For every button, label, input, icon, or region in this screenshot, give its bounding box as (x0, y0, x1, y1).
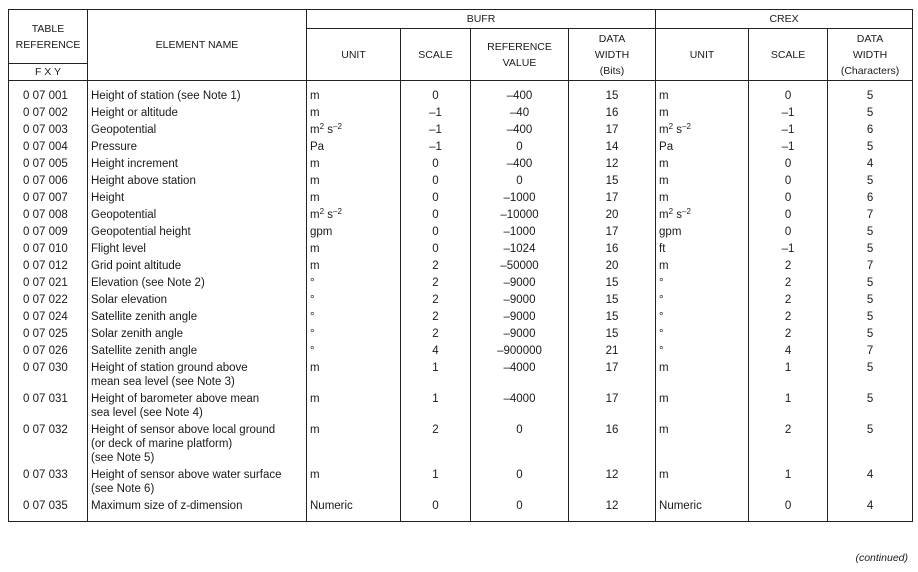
crex-unit-cell: m (656, 174, 749, 191)
reference-value-cell: –4000 (471, 392, 569, 423)
crex-unit-cell: m (656, 468, 749, 499)
crex-scale-cell: 1 (749, 361, 828, 392)
data-width-chars-cell: 5 (828, 81, 913, 107)
crex-unit-cell: m (656, 259, 749, 276)
table-reference-cell: 0 07 033 (9, 468, 88, 499)
table-row (9, 423, 913, 468)
element-name-cell (88, 174, 307, 191)
element-name-cell (88, 327, 307, 344)
data-width-bits-cell: 15 (569, 174, 656, 191)
bufr-scale-cell: 0 (401, 242, 471, 259)
bufr-unit-cell: ° (307, 327, 401, 344)
bufr-unit-cell: m (307, 81, 401, 107)
table-row (9, 242, 913, 259)
crex-scale-cell: 0 (749, 225, 828, 242)
table-row (9, 392, 913, 423)
crex-unit-cell: m (656, 191, 749, 208)
element-name-cell (88, 310, 307, 327)
table-reference-cell: 0 07 032 (9, 423, 88, 468)
element-name-cell (88, 225, 307, 242)
bufr-scale-cell: 1 (401, 468, 471, 499)
data-width-chars-cell: 7 (828, 344, 913, 361)
element-name-line: Grid point altitude (91, 260, 182, 272)
reference-value-line1: REFERENCE (487, 40, 552, 53)
data-width-chars-line2: WIDTH (852, 48, 888, 61)
table-row (9, 123, 913, 140)
table-reference-cell: 0 07 006 (9, 174, 88, 191)
crex-unit-cell: Pa (656, 140, 749, 157)
table-reference-cell: 0 07 030 (9, 361, 88, 392)
data-width-chars-cell: 5 (828, 361, 913, 392)
data-width-bits-cell: 17 (569, 191, 656, 208)
element-name-line: Flight level (91, 243, 146, 255)
element-name-line: Height above station (91, 175, 196, 187)
element-name-line: Height of station (see Note 1) (91, 90, 241, 102)
bufr-scale-cell: –1 (401, 123, 471, 140)
data-width-bits-cell: 17 (569, 361, 656, 392)
element-table (8, 9, 913, 522)
crex-scale-cell: 0 (749, 157, 828, 174)
data-width-chars-cell: 7 (828, 259, 913, 276)
bufr-unit-cell: m (307, 392, 401, 423)
data-width-chars-header (828, 29, 913, 81)
unit-value: $m^2$ $s^{-2}$ (310, 122, 342, 136)
reference-value-cell: –50000 (471, 259, 569, 276)
data-width-bits-cell: 15 (569, 293, 656, 310)
data-width-chars-cell: 5 (828, 310, 913, 327)
bufr-scale-header: SCALE (401, 29, 471, 81)
reference-value-cell: –9000 (471, 310, 569, 327)
data-width-bits-cell: 17 (569, 392, 656, 423)
continued-note: (continued) (855, 552, 908, 564)
crex-unit-cell: ft (656, 242, 749, 259)
data-width-chars-cell: 5 (828, 242, 913, 259)
crex-unit-cell: ° (656, 327, 749, 344)
data-width-bits-cell: 16 (569, 423, 656, 468)
element-name-cell (88, 140, 307, 157)
crex-scale-cell: –1 (749, 106, 828, 123)
reference-value-cell: –900000 (471, 344, 569, 361)
element-name-line: Maximum size of z-dimension (91, 500, 243, 512)
table-row (9, 81, 913, 107)
element-name-cell (88, 499, 307, 522)
table-row (9, 174, 913, 191)
reference-value-cell: –1000 (471, 225, 569, 242)
unit-value: $m^2$ $s^{-2}$ (659, 122, 691, 136)
table-reference-line1: TABLE (31, 22, 65, 35)
table-row (9, 259, 913, 276)
crex-scale-cell: 2 (749, 293, 828, 310)
element-name-line: Elevation (see Note 2) (91, 277, 205, 289)
crex-scale-cell: 2 (749, 327, 828, 344)
bufr-unit-cell (307, 208, 401, 225)
data-width-chars-cell: 5 (828, 327, 913, 344)
table-row (9, 106, 913, 123)
element-name-cell (88, 392, 307, 423)
bufr-unit-cell: Numeric (307, 499, 401, 522)
data-width-chars-cell: 6 (828, 191, 913, 208)
bufr-scale-cell: 0 (401, 191, 471, 208)
crex-unit-cell: ° (656, 293, 749, 310)
table-reference-cell: 0 07 025 (9, 327, 88, 344)
data-width-bits-cell: 15 (569, 276, 656, 293)
bufr-unit-cell: m (307, 468, 401, 499)
data-width-chars-cell: 5 (828, 423, 913, 468)
element-name-line: (see Note 5) (91, 452, 155, 464)
data-width-bits-cell: 15 (569, 327, 656, 344)
data-width-bits-cell: 12 (569, 499, 656, 522)
crex-unit-cell: m (656, 157, 749, 174)
table-row (9, 157, 913, 174)
bufr-scale-cell: 1 (401, 361, 471, 392)
bufr-unit-cell (307, 123, 401, 140)
crex-unit-cell: m (656, 423, 749, 468)
element-name-line: Geopotential height (91, 226, 191, 238)
bufr-unit-header: UNIT (307, 29, 401, 81)
table-reference-cell: 0 07 002 (9, 106, 88, 123)
table-reference-cell: 0 07 031 (9, 392, 88, 423)
table-header (9, 10, 913, 81)
data-width-bits-cell: 20 (569, 259, 656, 276)
element-name-cell (88, 423, 307, 468)
data-width-chars-cell: 5 (828, 225, 913, 242)
element-name-line: (or deck of marine platform) (91, 438, 233, 450)
data-width-bits-cell: 12 (569, 157, 656, 174)
table-row (9, 361, 913, 392)
reference-value-cell: –9000 (471, 293, 569, 310)
bufr-scale-cell: 1 (401, 392, 471, 423)
crex-scale-cell: 1 (749, 468, 828, 499)
table-reference-line2: REFERENCE (15, 38, 81, 51)
bufr-unit-cell: m (307, 191, 401, 208)
reference-value-cell: 0 (471, 468, 569, 499)
element-name-line: mean sea level (see Note 3) (91, 376, 235, 388)
table-row (9, 208, 913, 225)
crex-scale-cell: 2 (749, 259, 828, 276)
reference-value-cell: –4000 (471, 361, 569, 392)
reference-value-cell: –9000 (471, 276, 569, 293)
crex-unit-header: UNIT (656, 29, 749, 81)
data-width-bits-line1: DATA (598, 32, 626, 45)
reference-value-cell: 0 (471, 140, 569, 157)
bufr-unit-cell: m (307, 423, 401, 468)
bufr-scale-cell: 4 (401, 344, 471, 361)
crex-scale-cell: –1 (749, 140, 828, 157)
table-row (9, 310, 913, 327)
table-row (9, 468, 913, 499)
table-row (9, 191, 913, 208)
element-name-cell (88, 276, 307, 293)
data-width-chars-cell: 5 (828, 106, 913, 123)
table-reference-cell: 0 07 005 (9, 157, 88, 174)
crex-scale-cell: 0 (749, 174, 828, 191)
data-width-chars-cell: 4 (828, 157, 913, 174)
bufr-scale-cell: 0 (401, 225, 471, 242)
element-name-line: Height (91, 192, 125, 204)
crex-scale-cell: –1 (749, 242, 828, 259)
crex-unit-cell: ° (656, 310, 749, 327)
element-name-line: (see Note 6) (91, 483, 155, 495)
table-body (9, 81, 913, 522)
data-width-bits-cell: 17 (569, 123, 656, 140)
reference-value-cell: 0 (471, 423, 569, 468)
data-width-chars-cell: 5 (828, 140, 913, 157)
bufr-scale-cell: 2 (401, 293, 471, 310)
bufr-unit-cell: m (307, 174, 401, 191)
table-reference-cell: 0 07 007 (9, 191, 88, 208)
bufr-unit-cell: m (307, 259, 401, 276)
element-name-cell (88, 208, 307, 225)
reference-value-header (471, 29, 569, 81)
data-width-bits-line2: WIDTH (594, 48, 630, 61)
element-name-line: Satellite zenith angle (91, 311, 198, 323)
bufr-scale-cell: 0 (401, 81, 471, 107)
element-name-cell (88, 106, 307, 123)
crex-unit-cell (656, 123, 749, 140)
unit-value: $m^2$ $s^{-2}$ (659, 207, 691, 221)
element-name-line: Height of station ground above (91, 362, 248, 374)
crex-scale-cell: 2 (749, 423, 828, 468)
crex-scale-cell: 2 (749, 310, 828, 327)
data-width-bits-cell: 21 (569, 344, 656, 361)
reference-value-cell: –10000 (471, 208, 569, 225)
bufr-scale-cell: 2 (401, 259, 471, 276)
crex-unit-cell: m (656, 81, 749, 107)
reference-value-cell: –400 (471, 157, 569, 174)
data-width-chars-cell: 6 (828, 123, 913, 140)
element-name-line: Height of sensor above water surface (91, 469, 282, 481)
element-name-cell (88, 259, 307, 276)
element-name-cell (88, 361, 307, 392)
bufr-scale-cell: –1 (401, 140, 471, 157)
table-row (9, 225, 913, 242)
table-reference-cell: 0 07 035 (9, 499, 88, 522)
data-width-chars-cell: 7 (828, 208, 913, 225)
data-width-bits-line3: (Bits) (599, 64, 625, 77)
data-width-chars-cell: 4 (828, 468, 913, 499)
table-reference-cell: 0 07 010 (9, 242, 88, 259)
data-width-chars-line1: DATA (856, 32, 884, 45)
table-reference-cell: 0 07 009 (9, 225, 88, 242)
table-row (9, 276, 913, 293)
table-row (9, 344, 913, 361)
fxy-header: F X Y (9, 64, 88, 81)
table-reference-header (9, 10, 88, 64)
bufr-unit-cell: ° (307, 344, 401, 361)
element-name-line: Height increment (91, 158, 178, 170)
element-name-header: ELEMENT NAME (88, 10, 307, 81)
data-width-bits-cell: 16 (569, 242, 656, 259)
bufr-header: BUFR (307, 10, 656, 29)
crex-scale-cell: 2 (749, 276, 828, 293)
element-name-line: Height of sensor above local ground (91, 424, 276, 436)
crex-unit-cell: m (656, 106, 749, 123)
table-row (9, 140, 913, 157)
crex-scale-cell: 4 (749, 344, 828, 361)
data-width-bits-cell: 17 (569, 225, 656, 242)
bufr-unit-cell: ° (307, 310, 401, 327)
table-reference-cell: 0 07 026 (9, 344, 88, 361)
element-name-line: Solar zenith angle (91, 328, 184, 340)
bufr-unit-cell: ° (307, 276, 401, 293)
reference-value-cell: 0 (471, 499, 569, 522)
element-name-cell (88, 242, 307, 259)
unit-value: $m^2$ $s^{-2}$ (310, 207, 342, 221)
reference-value-cell: –1024 (471, 242, 569, 259)
crex-unit-cell: m (656, 361, 749, 392)
bufr-scale-cell: 2 (401, 276, 471, 293)
reference-value-line2: VALUE (502, 56, 537, 69)
table-reference-cell: 0 07 024 (9, 310, 88, 327)
element-name-cell (88, 293, 307, 310)
element-name-line: Geopotential (91, 124, 157, 136)
bufr-scale-cell: 2 (401, 310, 471, 327)
table-row (9, 499, 913, 522)
element-name-cell (88, 468, 307, 499)
data-width-chars-cell: 5 (828, 392, 913, 423)
crex-scale-cell: 0 (749, 191, 828, 208)
data-width-chars-cell: 5 (828, 174, 913, 191)
data-width-chars-cell: 5 (828, 293, 913, 310)
element-name-line: Geopotential (91, 209, 157, 221)
data-width-bits-cell: 14 (569, 140, 656, 157)
bufr-unit-cell: Pa (307, 140, 401, 157)
crex-unit-cell: m (656, 392, 749, 423)
bufr-unit-cell: ° (307, 293, 401, 310)
bufr-unit-cell: m (307, 242, 401, 259)
data-width-bits-cell: 12 (569, 468, 656, 499)
reference-value-cell: 0 (471, 174, 569, 191)
bufr-scale-cell: 0 (401, 157, 471, 174)
element-name-cell (88, 81, 307, 107)
element-name-line: Pressure (91, 141, 138, 153)
data-width-bits-cell: 20 (569, 208, 656, 225)
bufr-scale-cell: 0 (401, 499, 471, 522)
crex-scale-cell: –1 (749, 123, 828, 140)
element-name-line: Satellite zenith angle (91, 345, 198, 357)
crex-unit-cell: gpm (656, 225, 749, 242)
bufr-unit-cell: m (307, 361, 401, 392)
data-width-bits-cell: 15 (569, 310, 656, 327)
table-reference-cell: 0 07 021 (9, 276, 88, 293)
reference-value-cell: –400 (471, 123, 569, 140)
data-width-bits-cell: 15 (569, 81, 656, 107)
bufr-scale-cell: –1 (401, 106, 471, 123)
crex-unit-cell (656, 208, 749, 225)
crex-scale-cell: 0 (749, 208, 828, 225)
bufr-unit-cell: m (307, 157, 401, 174)
element-name-line: Solar elevation (91, 294, 168, 306)
crex-scale-cell: 1 (749, 392, 828, 423)
table-reference-cell: 0 07 003 (9, 123, 88, 140)
reference-value-cell: –400 (471, 81, 569, 107)
bufr-unit-cell: gpm (307, 225, 401, 242)
table-row (9, 327, 913, 344)
crex-unit-cell: ° (656, 344, 749, 361)
bufr-scale-cell: 2 (401, 423, 471, 468)
table-reference-cell: 0 07 022 (9, 293, 88, 310)
data-width-chars-line3: (Characters) (840, 64, 900, 77)
data-width-bits-cell: 16 (569, 106, 656, 123)
table-reference-cell: 0 07 001 (9, 81, 88, 107)
crex-unit-cell: ° (656, 276, 749, 293)
element-name-cell (88, 344, 307, 361)
crex-unit-cell: Numeric (656, 499, 749, 522)
crex-scale-cell: 0 (749, 81, 828, 107)
reference-value-cell: –1000 (471, 191, 569, 208)
crex-header: CREX (656, 10, 913, 29)
table-reference-cell: 0 07 012 (9, 259, 88, 276)
crex-scale-header: SCALE (749, 29, 828, 81)
table-row (9, 293, 913, 310)
element-name-line: Height of barometer above mean (91, 393, 260, 405)
table-reference-cell: 0 07 004 (9, 140, 88, 157)
bufr-scale-cell: 2 (401, 327, 471, 344)
element-name-cell (88, 157, 307, 174)
bufr-scale-cell: 0 (401, 174, 471, 191)
reference-value-cell: –40 (471, 106, 569, 123)
reference-value-cell: –9000 (471, 327, 569, 344)
element-name-line: Height or altitude (91, 107, 178, 119)
data-width-bits-header (569, 29, 656, 81)
bufr-unit-cell: m (307, 106, 401, 123)
table-reference-cell: 0 07 008 (9, 208, 88, 225)
element-name-cell (88, 123, 307, 140)
bufr-scale-cell: 0 (401, 208, 471, 225)
element-name-line: sea level (see Note 4) (91, 407, 203, 419)
data-width-chars-cell: 4 (828, 499, 913, 522)
crex-scale-cell: 0 (749, 499, 828, 522)
data-width-chars-cell: 5 (828, 276, 913, 293)
element-name-cell (88, 191, 307, 208)
